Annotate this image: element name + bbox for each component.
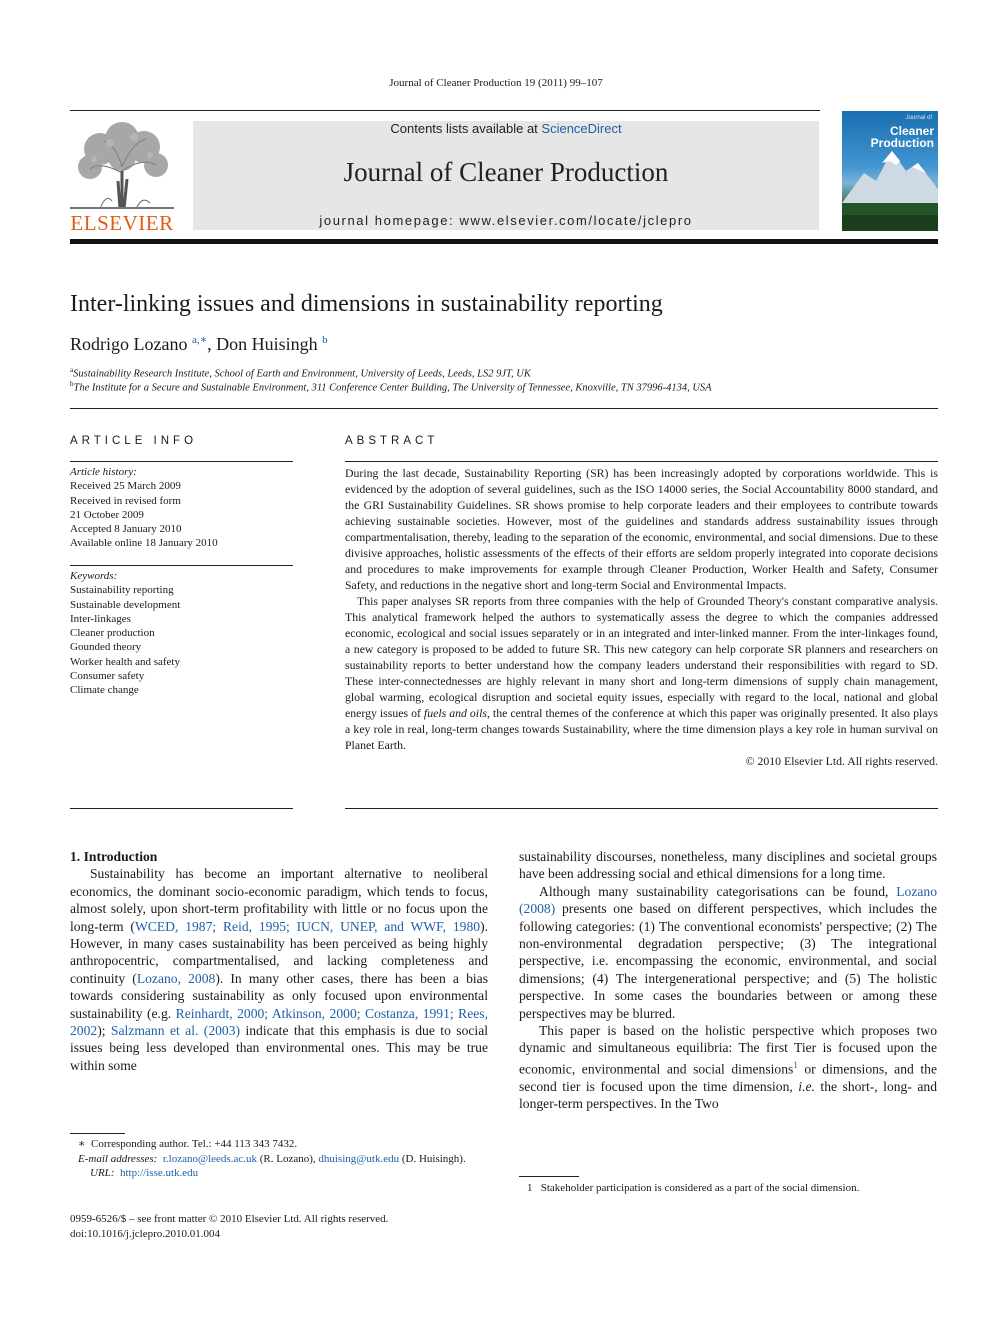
contents-prefix: Contents lists available at: [390, 121, 542, 136]
footnote-marker[interactable]: 1: [793, 1059, 798, 1070]
intro-text: Sustainability has become an important alternative to neoliberal economics, the dominant socio-economic paradigm, which tends to focus, almost solely, upon short-term profitability with little or no focus upon the long-term (: [70, 866, 488, 934]
sciencedirect-link[interactable]: ScienceDirect: [541, 121, 622, 136]
intro-paragraph-1: [70, 865, 488, 1074]
history-item: 21 October 2009: [70, 508, 144, 521]
affiliation-a-text: Sustainability Research Institute, School of Earth and Environment, University of Leeds, Leeds, LS2 9JT, UK: [73, 368, 531, 380]
homepage-line: [193, 213, 819, 228]
front-matter-block: [70, 1212, 488, 1241]
body-emphasis: i.e.: [798, 1078, 815, 1094]
url-label: URL:: [90, 1167, 115, 1179]
copyright-line: © 2010 Elsevier Ltd. All rights reserved.: [745, 754, 938, 768]
keyword-item: Worker health and safety: [70, 655, 180, 668]
section-heading-introduction: 1. Introduction: [70, 849, 158, 864]
email-label: E-mail addresses:: [78, 1152, 158, 1165]
abstract-rule: [345, 461, 938, 462]
keywords-block: [70, 569, 293, 698]
right-paragraph-continued: sustainability discourses, nonetheless, many disciplines and societal groups have been addressing social and ethical dimensions for a long time.: [519, 849, 937, 882]
abstract-heading: ABSTRACT: [345, 435, 439, 447]
footnote-1-mark: 1: [527, 1182, 533, 1194]
keyword-item: Sustainable development: [70, 598, 181, 611]
url-line: [70, 1166, 488, 1181]
cover-title-line2: Production: [870, 136, 934, 150]
abstract-paragraph-2: [345, 593, 938, 753]
article-history: [70, 465, 293, 551]
footnote-rule-right: [519, 1176, 579, 1177]
history-label: Article history:: [70, 466, 137, 478]
author-1-marks[interactable]: a,∗: [191, 334, 208, 346]
keyword-item: Sustainability reporting: [70, 584, 174, 597]
affiliation-b-text: The Institute for a Secure and Sustainable Environment, 311 Conference Center Building, The University of Tennessee, Knoxville, TN 37996-4134, USA: [73, 382, 712, 394]
article-title: Inter-linking issues and dimensions in sustainability reporting: [70, 291, 663, 317]
body-text: This paper is based on the holistic perspective which proposes two dynamic and simultaneous equilibria: The first Tier is focused upon the economic, environmental and social dimensions: [519, 1023, 937, 1077]
intro-text: ). However, in many cases sustainability has been perceived as being highly anthropocentric, compartmentalised, and lacking completeness and continuity (: [70, 918, 488, 986]
cover-title: [871, 125, 934, 149]
banner-bottom-rule: [70, 239, 938, 244]
abstract-p2-text: This paper analyses SR reports from three companies with the help of Grounded Theory's constant comparative analysis. This analytical framework helped the authors to systematically assess the degree to which the companies addressed economic, ecological and social issues separately or in an integrated and inter-linked manner. From the inter-linkages found, a new category is proposed to be added to future SR. This new category can help corporate SR planners and researchers on sustainability reports to better understand how the company leaders understand their responsibilities with regard to SD. These inter-connectednesses are highly relevant in many short and long-term dimensions of supply chain management, global warming, ecological disruption and societal equity issues, especially with regard to the local, national and global energy issues of: [345, 594, 938, 720]
keyword-item: Gounded theory: [70, 641, 142, 654]
affiliation-a: [70, 366, 531, 380]
intro-text: );: [97, 1023, 111, 1039]
email-owner: (R. Lozano),: [256, 1152, 319, 1165]
elsevier-logo: [70, 121, 174, 233]
body-text: or dimensions, and the second tier is focused upon the time dimension,: [519, 1061, 937, 1094]
author-2: Don Huisingh: [216, 334, 318, 354]
affiliation-b-mark: b: [70, 380, 74, 388]
cover-top-text: Journal of: [905, 115, 932, 121]
body-right-column: [519, 848, 937, 1113]
right-paragraph-2: [519, 1022, 937, 1113]
affiliation-b: [70, 380, 712, 394]
elsevier-wordmark: ELSEVIER: [70, 211, 174, 235]
intro-text: indicate that this emphasis is due to social issues being less developed than environmental ones. This may be true within some: [70, 1023, 489, 1073]
journal-banner: [193, 121, 819, 230]
corr-text: Corresponding author. Tel.: +44 113 343 7432.: [90, 1138, 298, 1150]
reference-link[interactable]: Lozano, 2008: [136, 970, 216, 986]
author-2-marks[interactable]: b: [322, 334, 328, 346]
history-item: Available online 18 January 2010: [70, 537, 218, 550]
body-left-column: [70, 848, 488, 1074]
tree-logo-icon: [70, 121, 174, 211]
abstract-p2-text-end: , the central themes of the conference at which this paper was originally presented. It also plays a key role in real, long-term changes towards Sustainability, where the time dimension plays a key role in human survival on Planet Earth.: [345, 706, 938, 752]
affiliation-a-mark: a: [70, 366, 74, 374]
abstract-p2-emphasis: fuels and oils: [423, 706, 487, 720]
right-paragraph-1: [519, 883, 937, 1022]
author-1: Rodrigo Lozano: [70, 334, 188, 354]
reference-link[interactable]: WCED, 1987; Reid, 1995; IUCN, UNEP, and WWF, 1980: [134, 918, 481, 934]
corresponding-line: [70, 1137, 488, 1152]
abstract-bottom-rule: [345, 808, 938, 809]
keyword-item: Cleaner production: [70, 627, 155, 640]
reference-link[interactable]: Salzmann et al. (2003): [110, 1023, 241, 1039]
journal-citation: Journal of Cleaner Production 19 (2011) 99–107: [389, 77, 603, 89]
homepage-prefix: journal homepage:: [319, 213, 460, 228]
history-item: Received 25 March 2009: [70, 480, 181, 493]
footnote-rule-left: [70, 1133, 125, 1134]
footnote-1-text: Stakeholder participation is considered as a part of the social dimension.: [540, 1182, 860, 1194]
contents-line: [193, 121, 819, 136]
url-link[interactable]: http://isse.utk.edu: [119, 1167, 199, 1179]
body-text: Although many sustainability categorisations can be found,: [539, 883, 897, 899]
author-list: [70, 333, 328, 355]
email-link[interactable]: r.lozano@leeds.ac.uk: [162, 1152, 257, 1165]
reference-link[interactable]: Reinhardt, 2000; Atkinson, 2000; Costanza, 1991; Rees, 2002: [70, 1005, 488, 1039]
issn-line: 0959-6526/$ – see front matter © 2010 Elsevier Ltd. All rights reserved.: [70, 1213, 389, 1225]
homepage-link[interactable]: www.elsevier.com/locate/jclepro: [459, 213, 693, 228]
body-text: the short-, long- and longer-term perspectives. In the Two: [519, 1078, 937, 1112]
abstract-body: [345, 465, 938, 769]
keyword-item: Climate change: [70, 684, 139, 697]
email-owner: (D. Huisingh).: [399, 1152, 466, 1165]
article-info-heading: ARTICLE INFO: [70, 435, 198, 447]
author-separator: ,: [207, 334, 217, 354]
email-link[interactable]: dhuising@utk.edu: [318, 1152, 400, 1165]
history-item: Accepted 8 January 2010: [70, 523, 182, 536]
body-text: presents one based on different perspectives, which includes the following categories: (1) The conventional economists' perspective; (2) The non-environmental degradation perspective; (3) The integrational perspective, i.e. encompassing the economic, environmental, and social dimensions; (4) The intergenerational perspective; and (5) The holistic perspective. In some cases the boundaries between or among these perspectives may be blurred.: [519, 901, 937, 1021]
header-rule: [70, 110, 820, 111]
cover-title-line1: Cleaner: [889, 124, 934, 138]
reference-link[interactable]: Lozano (2008): [519, 883, 937, 917]
keywords-label: Keywords:: [70, 570, 118, 582]
keyword-item: Consumer safety: [70, 670, 145, 683]
article-info-rule: [70, 461, 293, 462]
abstract-paragraph-1: During the last decade, Sustainability Reporting (SR) has been increasingly adopted by corporations worldwide. This is evidenced by the adoption of several guidelines, such as the ISO 14000 series, the Social Accountability 8000 standard, and the GRI Sustainability Guidelines. SR shows promise to help corporate leaders and their employees to contribute towards achieving sustainable societies. However, most of the guidelines and standards address sustainability issues through compartmentalisation, thereby, leading to the separation of the economic, environmental, and social dimensions. Due to these divisive approaches, holistic assessments of the effects of their efforts are seldom properly integrated into coporate decisions and procedures to make improvements for example through Cleaner Production, Worker Health and Safety, Consumer Safety, and reductions in the negative short and long-term Social and Environmental Impacts.: [345, 466, 938, 592]
intro-text: ). In many other cases, there has been a bias towards considering sustainability as only focused upon environmental sustainability (e.g.: [70, 970, 488, 1021]
history-item: Received in revised form: [70, 494, 181, 507]
doi-line: doi:10.1016/j.jclepro.2010.01.004: [70, 1227, 221, 1240]
email-line: [70, 1152, 488, 1167]
footnote-1: [519, 1181, 937, 1196]
corr-mark: ∗: [78, 1138, 86, 1150]
affiliation-rule: [70, 408, 938, 409]
corresponding-author-footnote: [70, 1137, 488, 1181]
article-info-bottom-rule: [70, 808, 293, 809]
journal-title: Journal of Cleaner Production: [343, 157, 669, 187]
keywords-rule: [70, 565, 293, 566]
journal-cover-thumbnail: [842, 111, 938, 231]
keyword-item: Inter-linkages: [70, 612, 131, 625]
